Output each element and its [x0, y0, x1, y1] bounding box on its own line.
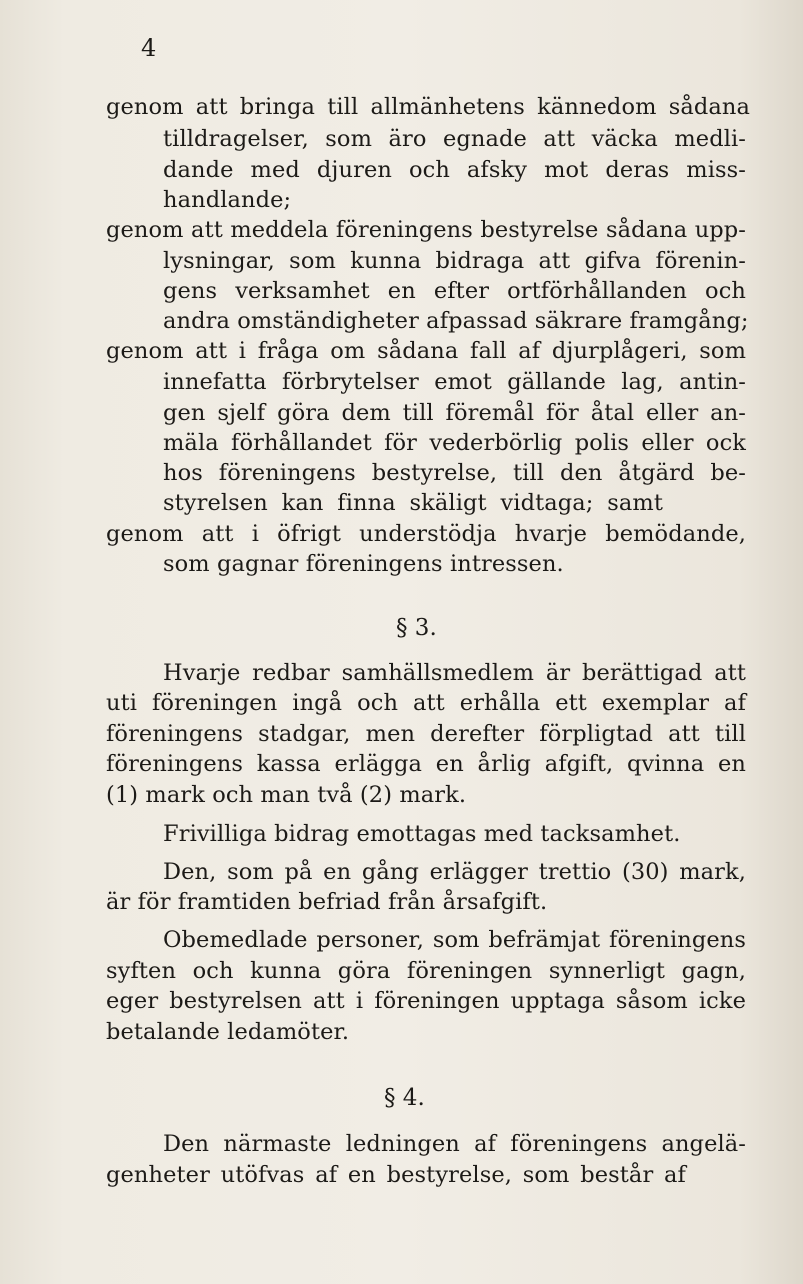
text-line: gens verksamhet en efter ortförhållanden och — [163, 278, 746, 304]
text-line: Den, som på en gång erlägger trettio (30) mark, — [163, 859, 746, 885]
text-line: styrelsen kan finna skäligt vidtaga; samt — [163, 490, 663, 516]
text-line: hos föreningens bestyrelse, till den åtgärd be- — [163, 460, 746, 486]
text-line: andra omständigheter afpassad säkrare framgång; — [163, 308, 749, 334]
text-line: genom att bringa till allmänhetens kännedom sådana — [106, 94, 750, 120]
text-line: mäla förhållandet för vederbörlig polis eller ock — [163, 430, 746, 456]
text-line: tilldragelser, som äro egnade att väcka medli- — [163, 126, 746, 152]
section-heading: § 4. — [384, 1085, 425, 1111]
text-line: eger bestyrelsen att i föreningen upptaga såsom icke — [106, 988, 746, 1014]
text-line: genom att i fråga om sådana fall af djurplågeri, som — [106, 338, 746, 364]
text-line: genheter utöfvas af en bestyrelse, som består af — [106, 1162, 686, 1188]
text-line: föreningens kassa erlägga en årlig afgift, qvinna en — [106, 751, 746, 777]
text-line: syften och kunna göra föreningen synnerligt gagn, — [106, 958, 746, 984]
text-line: Den närmaste ledningen af föreningens angelä- — [163, 1131, 746, 1157]
text-line: handlande; — [163, 187, 292, 213]
text-line: som gagnar föreningens intressen. — [163, 551, 564, 577]
text-line: uti föreningen ingå och att erhålla ett exemplar af — [106, 690, 746, 716]
text-line: (1) mark och man två (2) mark. — [106, 782, 467, 808]
text-line: gen sjelf göra dem till föremål för åtal eller an- — [163, 400, 746, 426]
page-number: 4 — [141, 34, 157, 62]
text-line: Hvarje redbar samhällsmedlem är berättigad att — [163, 660, 746, 686]
text-line: innefatta förbrytelser emot gällande lag, antin- — [163, 369, 746, 395]
section-heading: § 3. — [396, 615, 437, 641]
text-line: föreningens stadgar, men derefter förpligtad att till — [106, 721, 746, 747]
text-line: genom att i öfrigt understödja hvarje bemödande, — [106, 521, 746, 547]
text-line: betalande ledamöter. — [106, 1019, 350, 1045]
text-line: Frivilliga bidrag emottagas med tacksamhet. — [163, 821, 681, 847]
text-line: lysningar, som kunna bidraga att gifva förenin- — [163, 248, 746, 274]
text-line: är för framtiden befriad från årsafgift. — [106, 889, 548, 915]
text-line: genom att meddela föreningens bestyrelse sådana upp- — [106, 217, 746, 243]
text-line: dande med djuren och afsky mot deras miss- — [163, 157, 746, 183]
text-line: Obemedlade personer, som befrämjat föreningens — [163, 927, 746, 953]
